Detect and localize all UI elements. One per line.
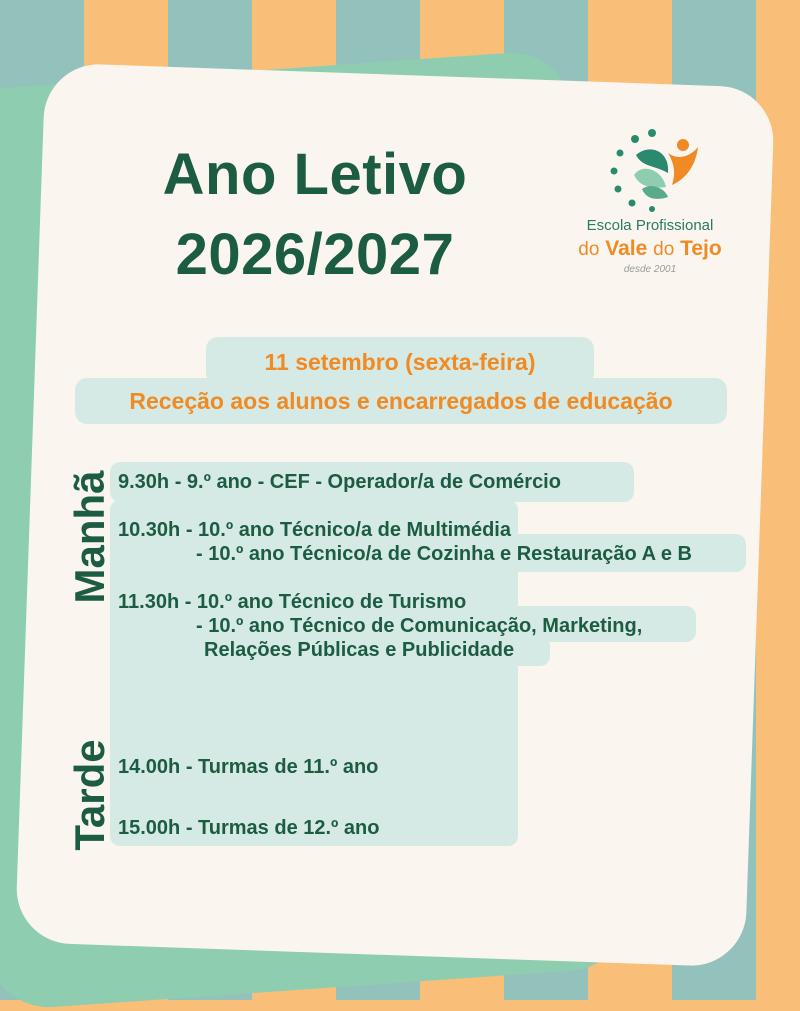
event-description: Receção aos alunos e encarregados de educação [75,378,727,424]
logo-brand-do: do [578,239,600,260]
title-line-2: 2026/2027 [175,222,455,287]
schedule-row-1500: 15.00h - Turmas de 12.º ano [118,817,380,839]
title-line-1: Ano Letivo [162,142,468,207]
schedule-row-1400: 14.00h - Turmas de 11.º ano [118,756,379,778]
logo-brand-tejo: Tejo [680,237,722,260]
schedule-row-930: 9.30h - 9.º ano - CEF - Operador/a de Comércio [118,471,561,493]
period-morning-label: Manhã [66,470,113,604]
page-title [135,135,495,295]
period-afternoon-label: Tarde [66,739,113,851]
event-date: 11 setembro (sexta-feira) [206,337,594,385]
schedule-row-1030-b: - 10.º ano Técnico/a de Cozinha e Restauração A e B [196,543,692,565]
logo-brand-vale: Vale [605,237,648,260]
schedule-row-1130-a: 11.30h - 10.º ano Técnico de Turismo [118,591,467,613]
logo-brand [560,237,740,261]
logo-school-name: Escola Profissional [586,217,714,234]
schedule-row-1130-c: Relações Públicas e Publicidade [204,639,515,661]
logo-brand-do2: do [653,239,675,260]
school-logo [560,125,740,275]
schedule-row-1130-b: - 10.º ano Técnico de Comunicação, Marketing, [196,615,643,637]
logo-since: desde 2001 [623,264,677,275]
schedule-row-1030-a: 10.30h - 10.º ano Técnico/a de Multimédia [118,519,511,541]
school-logo-icon [590,125,710,215]
